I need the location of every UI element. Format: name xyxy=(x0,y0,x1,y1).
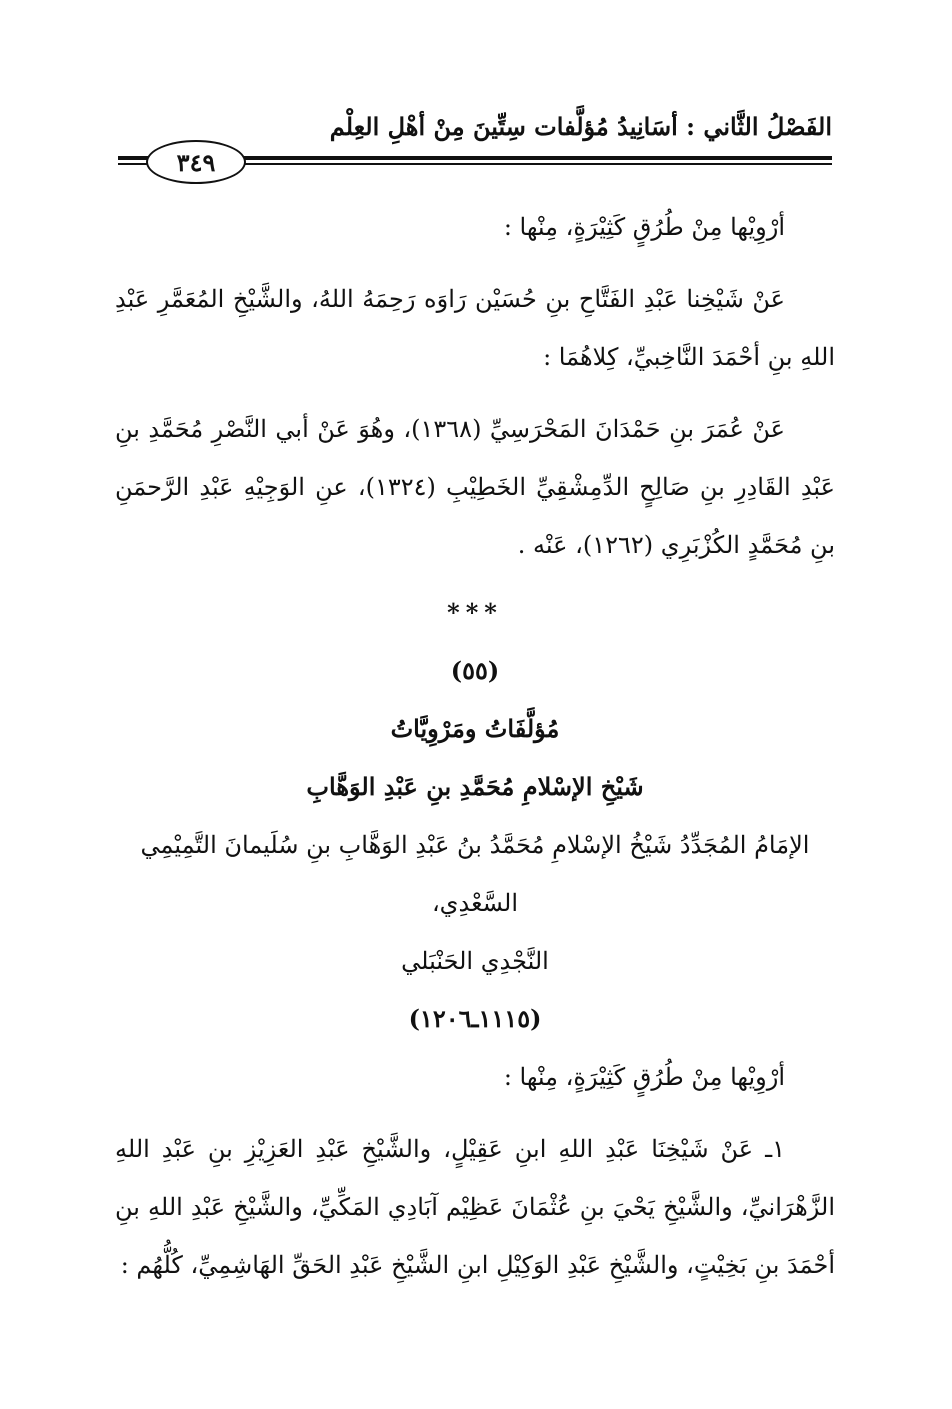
running-header-title: الفَصْلُ الثَّاني : أسَانِيدُ مُؤلَّفات سِتِّينَ مِنْ أهْلِ العِلْم xyxy=(329,112,832,141)
paragraph-5: ١ـ عَنْ شَيْخِنَا عَبْدِ اللهِ ابنِ عَقِيْلٍ، والشَّيْخِ عَبْدِ العَزِيْزِ بنِ عَبْدِ اللهِ الزَّهْرَانيِّ، والشَّيْخِ يَحْيَ بنِ عُثْمَانَ عَظِيْم آبَادِي المَكِّيِّ، والشَّيْخِ عَبْدِ اللهِ بنِ أحْمَدَ بنِ بَخِيْتٍ، والشَّيْخِ عَبْدِ الوَكِيْلِ ابنِ الشَّيْخِ عَبْدِ الحَقِّ الهَاشِمِيِّ، كُلُّهُم : xyxy=(115,1135,835,1279)
paragraph-1: أرْوِيْها مِنْ طُرُقٍ كَثِيْرَةٍ، مِنْها : xyxy=(503,213,785,241)
section-number: (٥٥) xyxy=(450,656,500,685)
life-years: (١١١٥ـ١٢٠٦) xyxy=(408,1004,542,1033)
bio-line-2: النَّجْدِي الحَنْبَلي xyxy=(401,947,549,975)
paragraph-3: عَنْ عُمَرَ بنِ حَمْدَانَ المَحْرَسِيِّ (١٣٦٨)، وهُوَ عَنْ أبي النَّصْرِ مُحَمَّدِ بنِ عَبْدِ القَادِرِ بنِ صَالِحٍ الدِّمِشْقِيِّ الخَطِيْبِ (١٣٢٤)، عنِ الوَجِيْهِ عَبْدِ الرَّحمَنِ بنِ مُحَمَّدٍ الكُزْبَرِي (١٢٦٢)، عَنْه . xyxy=(115,415,835,559)
bio-line-1: الإمَامُ المُجَدِّدُ شَيْخُ الإسْلامِ مُحَمَّدُ بنُ عَبْدِ الوَهَّابِ بنِ سُلَيمانَ التَّمِيْمِي السَّعْدِي، xyxy=(140,831,810,917)
paragraph-4: أرْوِيْها مِنْ طُرُقٍ كَثِيْرَةٍ، مِنْها : xyxy=(503,1063,785,1091)
section-separator: *** xyxy=(447,598,503,627)
paragraph-2: عَنْ شَيْخِنا عَبْدِ الفَتَّاحِ بنِ حُسَيْن رَاوَه رَحِمَهُ اللهُ، والشَّيْخِ المُعَمَّرِ عَبْدِ اللهِ بنِ أحْمَدَ النَّاخِبيِّ، كِلاهُمَا : xyxy=(115,285,835,371)
page-number-oval xyxy=(146,140,246,184)
page-number: ٣٤٩ xyxy=(176,147,216,177)
section-heading: مُؤلَّفَاتُ ومَرْوِيَّاتُ xyxy=(390,714,560,743)
section-subject: شَيْخِ الإسْلامِ مُحَمَّدِ بنِ عَبْدِ الوَهَّابِ xyxy=(306,772,644,801)
page-body xyxy=(115,198,835,1294)
